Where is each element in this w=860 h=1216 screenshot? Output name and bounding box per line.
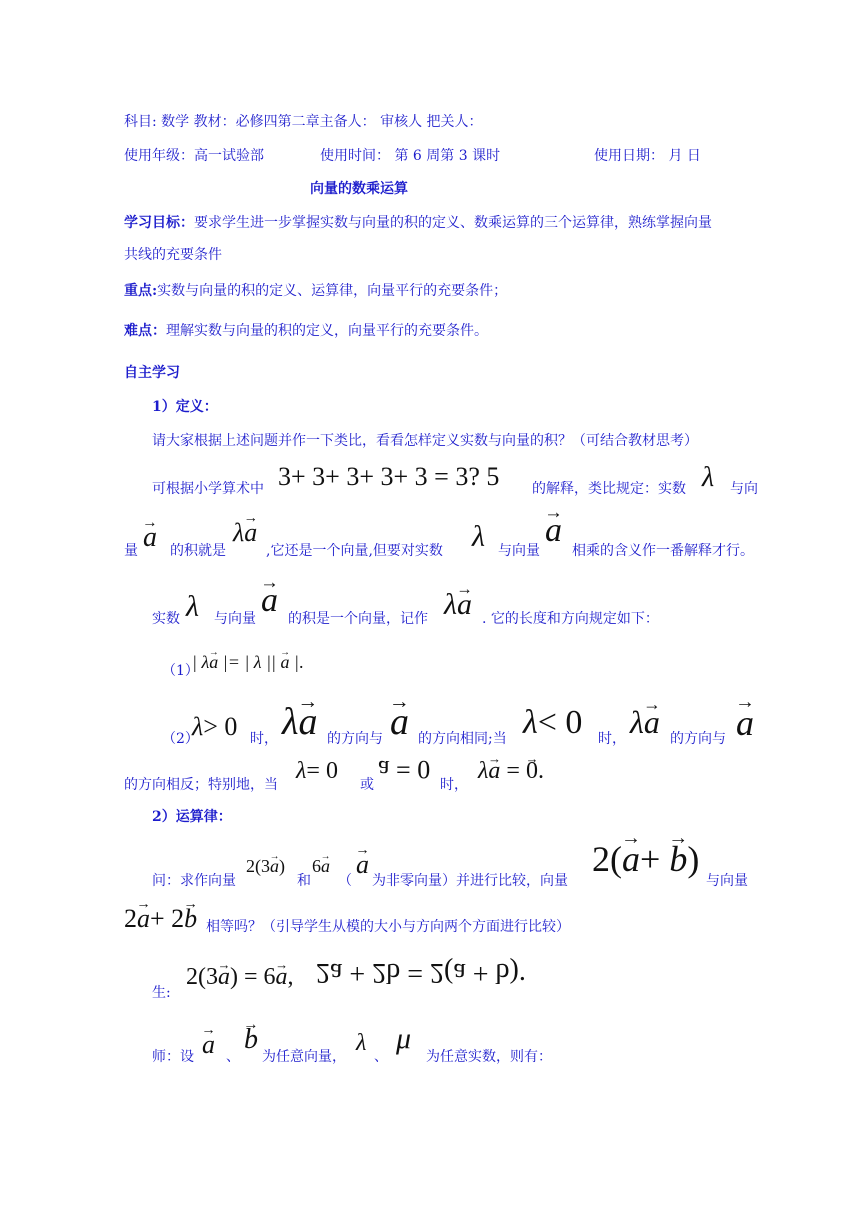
teacher-text-a: 师：设 [152, 1049, 194, 1065]
header-date: 使用日期： 月 日 [594, 148, 701, 164]
lambda-zero: λ= 0 [296, 758, 338, 784]
vector-a: → a [545, 512, 562, 550]
goals-line-2: 共线的充要条件 [124, 247, 222, 263]
vector-b: → b [244, 1024, 258, 1056]
p4-text-a: 实数 [152, 611, 180, 627]
lambda-a: λ→ a [282, 700, 317, 744]
student-label: 生: [152, 985, 171, 1001]
teacher-text-e: 为任意实数，则有： [426, 1049, 552, 1065]
goals-label: 学习目标： [124, 215, 194, 231]
definition-heading: 1）定义： [152, 399, 218, 415]
self-study-heading: 自主学习 [124, 365, 180, 381]
p2-text-b: 的解释，类比规定：实数 [532, 481, 686, 497]
header-line-1: 科目: 数学 教材：必修四第二章主备人： 审核人 把关人： [124, 114, 483, 130]
p4-text-c: 的积是一个向量，记作 [288, 611, 428, 627]
student-equation-1: 2(3→ a) = 6→ a, [186, 964, 294, 991]
rule-2-text-e: 的方向与 [670, 731, 726, 747]
two-three-a: 2(3→ a) [246, 856, 285, 877]
two-a-plus-b: 2(→ a+ → b) [592, 838, 699, 880]
rule-1-equation: | λ→ a |= | λ || → a |. [192, 652, 303, 673]
key-label: 重点: [124, 283, 158, 299]
page-title: 向量的数乘运算 [310, 181, 408, 197]
vector-a: → a [261, 582, 278, 620]
vector-a: → a [356, 850, 369, 880]
p3-text-c: ,它还是一个向量,但要对实数 [266, 543, 443, 559]
vector-a: → a [202, 1030, 215, 1060]
rule-2-label: （2） [162, 731, 199, 747]
difficult-label: 难点： [124, 323, 166, 339]
lambda-symbol: λ [702, 462, 715, 493]
q1-text-e: 与向量 [706, 873, 748, 889]
rule-3-text-a: 的方向相反；特别地，当 [124, 777, 278, 793]
teacher-text-b: 、 [226, 1049, 240, 1065]
rule-2-text-a: 时， [250, 731, 278, 747]
p3-text-b: 的积就是 [170, 543, 226, 559]
vector-a: → a [143, 522, 157, 554]
lambda-a: λ→ a [444, 588, 472, 622]
p3-text-e: 相乘的含义作一番解释才行。 [572, 543, 754, 559]
rule-3-text-b: 或 [360, 777, 374, 793]
student-equation-2: 2a + 2b = 2(a + b). [316, 956, 526, 988]
two-a-plus-two-b: 2→ a+ 2→ b [124, 904, 197, 934]
difficult-text: 理解实数与向量的积的定义，向量平行的充要条件。 [166, 323, 488, 339]
teacher-text-c: 为任意向量， [262, 1049, 346, 1065]
lambda-symbol: λ [472, 520, 485, 553]
lambda-positive: λ> 0 [192, 712, 238, 741]
p3-text-d: 与向量 [498, 543, 540, 559]
p2-text-c: 与向 [730, 481, 758, 497]
key-points [124, 282, 507, 300]
rule-2-text-d: 时， [598, 731, 626, 747]
lambda-a-zero: λ→ a = → 0. [478, 758, 544, 785]
key-text: 实数与向量的积的定义、运算律，向量平行的充要条件； [157, 283, 508, 299]
rule-1-label: （1） [162, 663, 199, 679]
goals-text: 要求学生进一步掌握实数与向量的积的定义、数乘运算的三个运算律，熟练掌握向量 [194, 215, 712, 231]
vector-a: → a [736, 702, 754, 744]
lambda-a: λ→ a [233, 518, 257, 548]
definition-question: 请大家根据上述问题并作一下类比，看看怎样定义实数与向量的积？（可结合教材思考） [152, 433, 698, 449]
q2-text: 相等吗？（引导学生从模的大小与方向两个方面进行比较） [206, 919, 570, 935]
p2-text-a: 可根据小学算术中 [152, 481, 264, 497]
six-a: 6→ a [312, 856, 330, 877]
rule-3-text-c: 时， [440, 777, 468, 793]
vector-a: → a [390, 700, 409, 744]
laws-heading: 2）运算律： [152, 809, 232, 825]
q1-text-a: 问：求作向量 [152, 873, 236, 889]
lambda-a: λ→ a [630, 704, 660, 741]
header-time: 使用时间： 第 6 周第 3 课时 [320, 148, 501, 164]
vector-a-zero: a = 0 [378, 755, 431, 784]
p4-text-d: . 它的长度和方向规定如下： [482, 611, 659, 627]
arithmetic-equation: 3+ 3+ 3+ 3+ 3 = 3? 5 [278, 462, 500, 491]
lambda-negative: λ< 0 [523, 704, 583, 741]
p3-text-a: 量 [124, 543, 138, 559]
rule-2-text-c: 的方向相同;当 [418, 731, 507, 747]
q1-text-d: 为非零向量）并进行比较，向量 [372, 873, 568, 889]
goals-line-1 [124, 214, 712, 232]
difficult-points [124, 322, 488, 340]
header-grade: 使用年级：高一试验部 [124, 148, 264, 164]
teacher-text-d: 、 [374, 1049, 388, 1065]
p4-text-b: 与向量 [214, 611, 256, 627]
mu-symbol: μ [396, 1022, 412, 1055]
rule-2-text-b: 的方向与 [327, 731, 383, 747]
q1-text-c: （ [338, 873, 352, 889]
lambda-symbol: λ [356, 1030, 367, 1056]
q1-text-b: 和 [297, 873, 311, 889]
lambda-symbol: λ [186, 590, 199, 623]
